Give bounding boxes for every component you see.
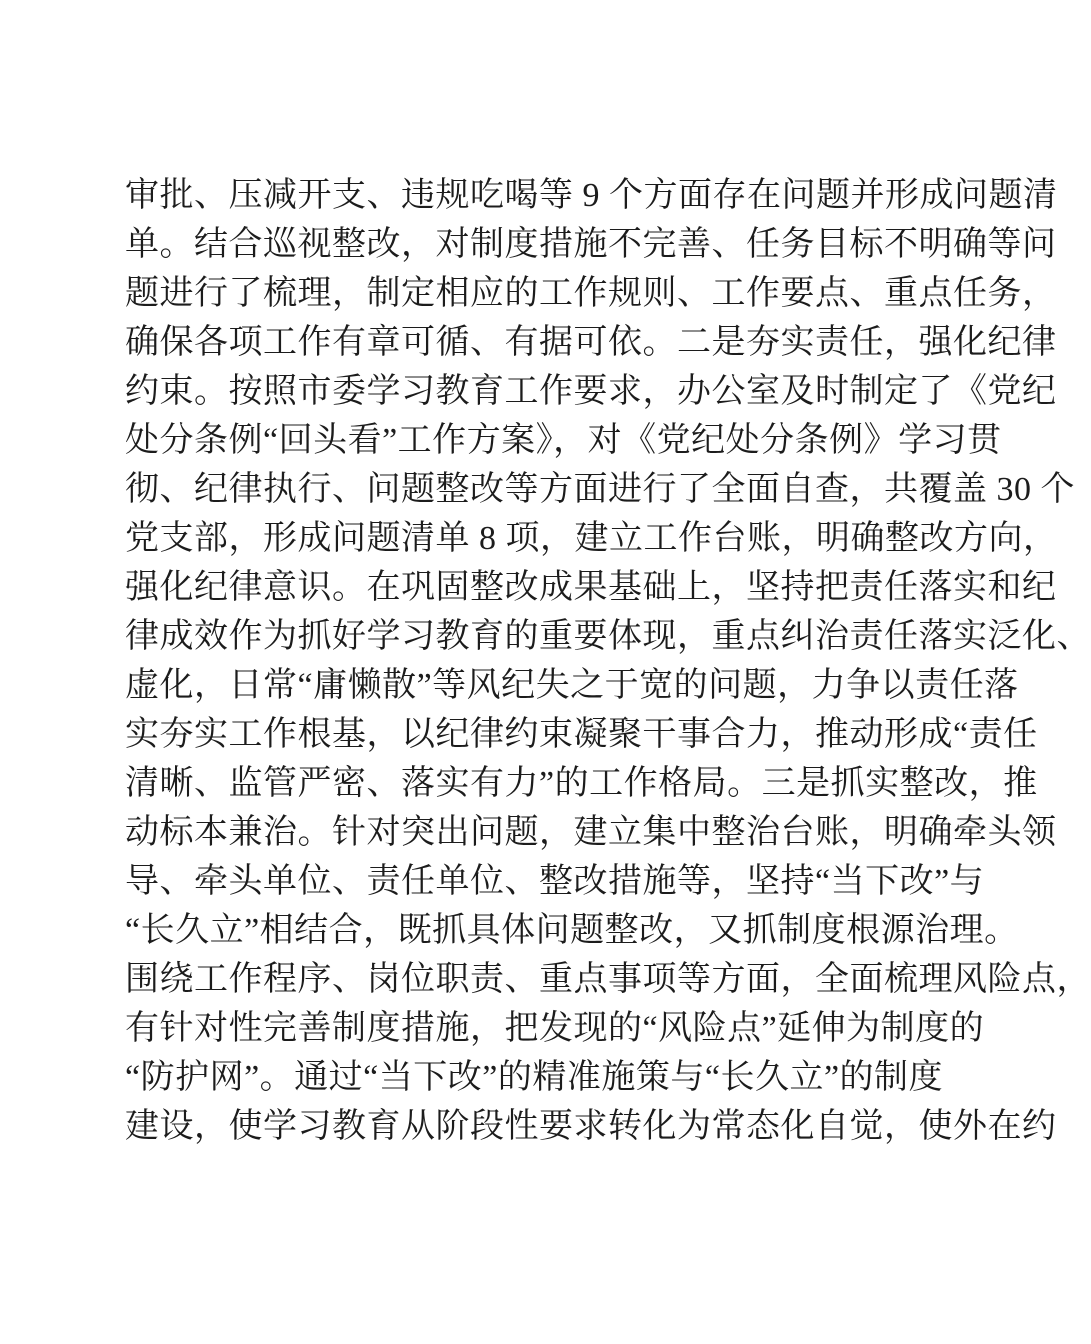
text-line: 建设，使学习教育从阶段性要求转化为常态化自觉，使外在约 [125,1108,1057,1145]
text-line: 导、牵头单位、责任单位、整改措施等，坚持“当下改”与 [125,863,985,900]
text-line: 题进行了梳理，制定相应的工作规则、工作要点、重点任务， [125,275,1057,312]
document-body-text [125,171,1091,1151]
text-line: 处分条例“回头看”工作方案》，对《党纪处分条例》学习贯 [125,422,1002,459]
text-line: 强化纪律意识。在巩固整改成果基础上，坚持把责任落实和纪 [125,569,1057,606]
text-line: 党支部，形成问题清单 8 项，建立工作台账，明确整改方向， [125,520,1058,557]
text-line: 清晰、监管严密、落实有力”的工作格局。三是抓实整改，推 [125,765,1038,802]
text-line: 围绕工作程序、岗位职责、重点事项等方面，全面梳理风险点， [125,961,1091,998]
text-line: “长久立”相结合，既抓具体问题整改，又抓制度根源治理。 [125,912,1019,949]
text-line: 有针对性完善制度措施，把发现的“风险点”延伸为制度的 [125,1010,985,1047]
text-line: 实夯实工作根基，以纪律约束凝聚干事合力，推动形成“责任 [125,716,1038,753]
text-line: “防护网”。通过“当下改”的精准施策与“长久立”的制度 [125,1059,944,1096]
text-line: 动标本兼治。针对突出问题，建立集中整治台账，明确牵头领 [125,814,1057,851]
text-line: 确保各项工作有章可循、有据可依。二是夯实责任，强化纪律 [125,324,1057,361]
text-line: 审批、压减开支、违规吃喝等 9 个方面存在问题并形成问题清 [125,177,1058,214]
text-line: 律成效作为抓好学习教育的重要体现，重点纠治责任落实泛化、 [125,618,1091,655]
text-line: 约束。按照市委学习教育工作要求，办公室及时制定了《党纪 [125,373,1057,410]
text-line: 彻、纪律执行、问题整改等方面进行了全面自查，共覆盖 30 个 [125,471,1075,508]
text-line: 虚化，日常“庸懒散”等风纪失之于宽的问题，力争以责任落 [125,667,1019,704]
text-line: 单。结合巡视整改，对制度措施不完善、任务目标不明确等问 [125,226,1057,263]
